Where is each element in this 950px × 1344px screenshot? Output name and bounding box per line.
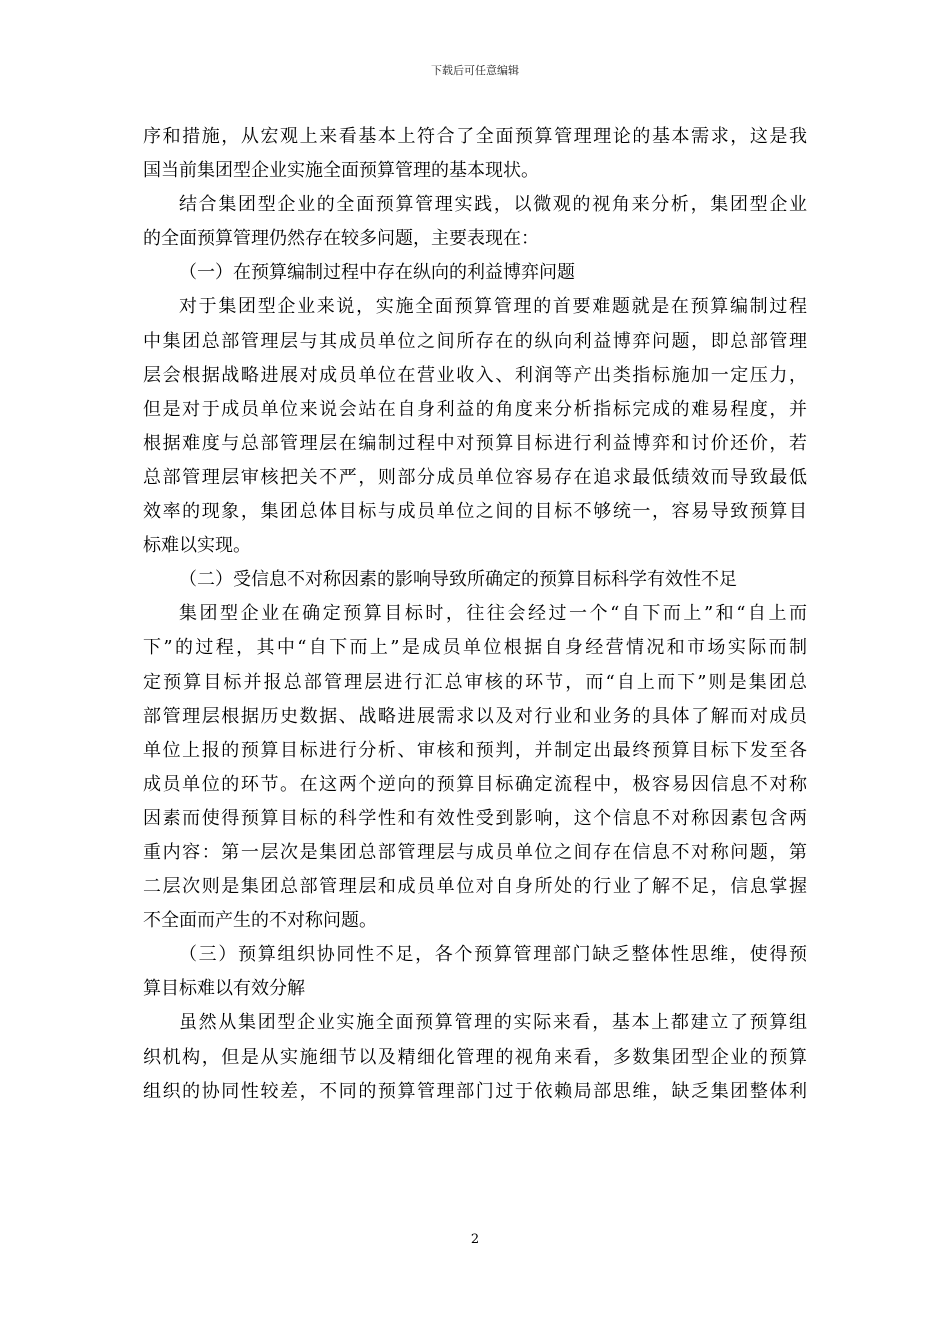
text-line: 的全面预算管理仍然存在较多问题，主要表现在： [143,228,539,250]
text-line: 结合集团型企业的全面预算管理实践，以微观的视角来分析，集团型企业 [179,194,807,216]
text-line: 效率的现象，集团总体目标与成员单位之间的目标不够统一，容易导致预算目 [143,501,807,523]
text-line: 层会根据战略进展对成员单位在营业收入、利润等产出类指标施加一定压力， [143,364,807,386]
text-line: 组织的协同性较差，不同的预算管理部门过于依赖局部思维，缺乏集团整体利 [143,1080,807,1102]
section-heading-3 [143,938,807,1006]
text-line: 集团型企业在确定预算目标时，往往会经过一个“自下而上”和“自上而 [179,603,807,625]
heading-text: （一）在预算编制过程中存在纵向的利益博弈问题 [179,262,575,284]
text-line: 织机构，但是从实施细节以及精细化管理的视角来看，多数集团型企业的预算 [143,1046,807,1068]
text-line: 下”的过程，其中“自下而上”是成员单位根据自身经营情况和市场实际而制 [143,637,807,659]
paragraph-section-1 [143,290,807,563]
text-line: 根据难度与总部管理层在编制过程中对预算目标进行利益博弈和讨价还价，若 [143,432,807,454]
section-heading-2 [143,563,807,597]
text-line: 成员单位的环节。在这两个逆向的预算目标确定流程中，极容易因信息不对称 [143,773,807,795]
document-body [143,120,807,1109]
text-line: 中集团总部管理层与其成员单位之间所存在的纵向利益博弈问题，即总部管理 [143,330,807,352]
paragraph-section-2 [143,597,807,938]
text-line: 对于集团型企业来说，实施全面预算管理的首要难题就是在预算编制过程 [179,296,807,318]
heading-text: （二）受信息不对称因素的影响导致所确定的预算目标科学有效性不足 [179,569,737,591]
text-line: 但是对于成员单位来说会站在自身利益的角度来分析指标完成的难易程度，并 [143,398,807,420]
text-line: 序和措施，从宏观上来看基本上符合了全面预算管理理论的基本需求，这是我 [143,126,807,147]
text-line: 定预算目标并报总部管理层进行汇总审核的环节，而“自上而下”则是集团总 [143,671,807,693]
paragraph-intro [143,188,807,256]
heading-text: （三）预算组织协同性不足，各个预算管理部门缺乏整体性思维，使得预 [179,944,807,966]
text-line: 不全面而产生的不对称问题。 [143,910,377,932]
page-header: 下载后可任意编辑 [431,64,519,77]
text-line: 国当前集团型企业实施全面预算管理的基本现状。 [143,160,539,182]
heading-text: 算目标难以有效分解 [143,978,305,1000]
text-line: 虽然从集团型企业实施全面预算管理的实际来看，基本上都建立了预算组 [179,1012,807,1034]
text-line: 因素而使得预算目标的科学性和有效性受到影响，这个信息不对称因素包含两 [143,807,807,829]
text-line: 标难以实现。 [143,535,251,557]
page-number: 2 [470,1232,480,1247]
paragraph-continuation [143,120,807,188]
text-line: 二层次则是集团总部管理层和成员单位对自身所处的行业了解不足，信息掌握 [143,876,807,898]
section-heading-1 [143,256,807,290]
text-line: 单位上报的预算目标进行分析、审核和预判，并制定出最终预算目标下发至各 [143,739,807,761]
text-line: 部管理层根据历史数据、战略进展需求以及对行业和业务的具体了解而对成员 [143,705,807,727]
text-line: 总部管理层审核把关不严，则部分成员单位容易存在追求最低绩效而导致最低 [143,466,807,488]
text-line: 重内容：第一层次是集团总部管理层与成员单位之间存在信息不对称问题，第 [143,841,807,863]
paragraph-section-3 [143,1006,807,1108]
